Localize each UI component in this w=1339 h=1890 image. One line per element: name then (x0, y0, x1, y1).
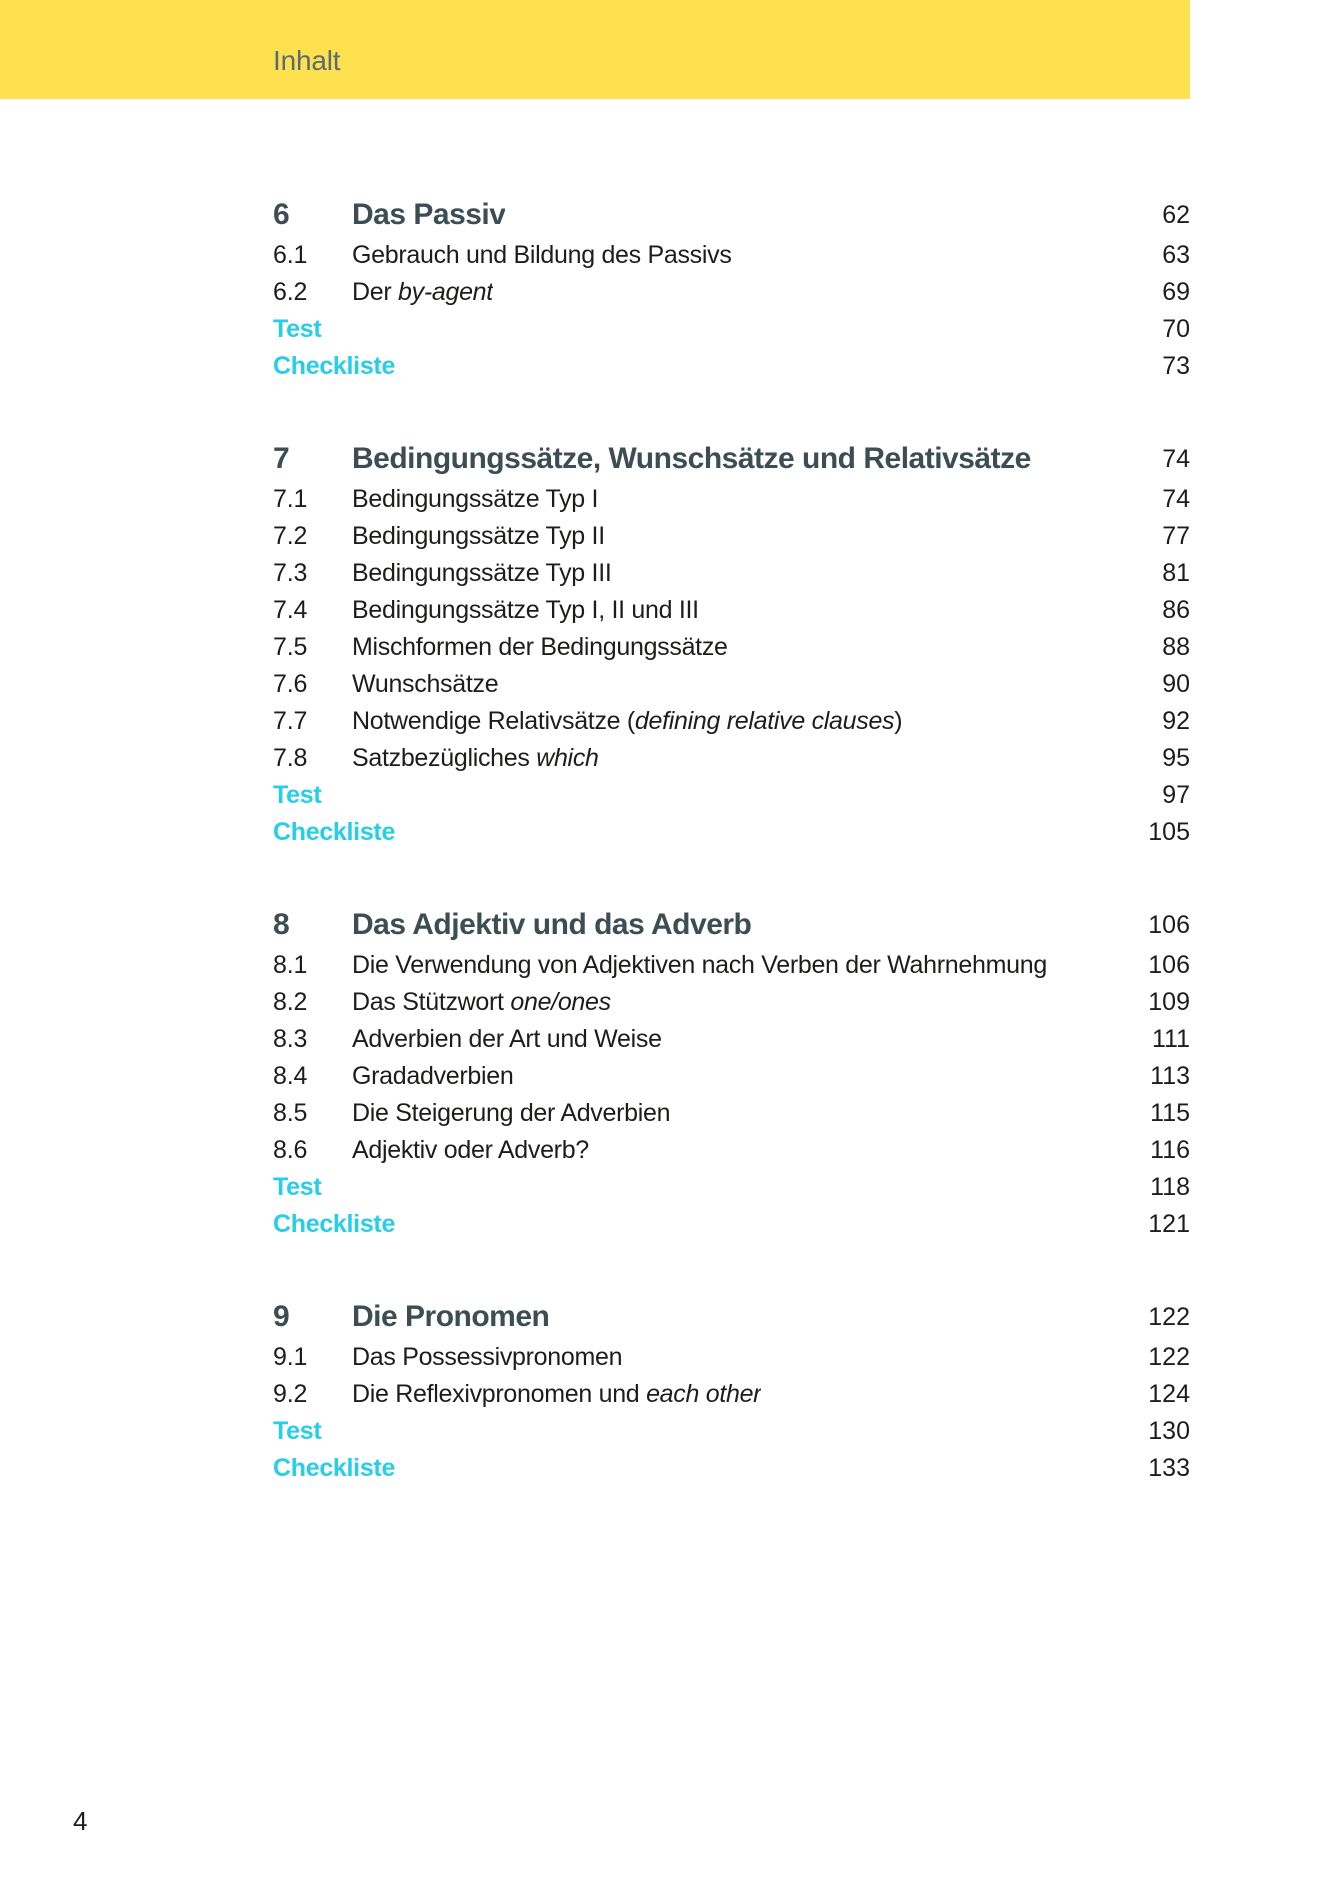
text-segment: Bedingungssätze Typ I, II und III (352, 596, 699, 624)
toc-entry-label (273, 1417, 321, 1446)
text-segment: Wunschsätze (352, 670, 499, 698)
toc-entry-page: 92 (1162, 707, 1190, 735)
toc-entry-page: 122 (1148, 1302, 1190, 1331)
toc-entry-number: 8.2 (273, 988, 308, 1016)
toc-entry-title (352, 522, 605, 551)
toc-entry-page: 118 (1150, 1173, 1190, 1201)
toc-item-row (273, 1021, 1190, 1058)
toc-section (273, 193, 1190, 385)
toc-entry-page: 90 (1162, 670, 1190, 698)
toc-item-row (273, 481, 1190, 518)
toc-entry-page: 97 (1162, 781, 1190, 809)
toc-item-row (273, 947, 1190, 984)
toc-entry-page: 113 (1150, 1062, 1190, 1090)
toc-item-row (273, 666, 1190, 703)
toc-entry-title (352, 988, 611, 1017)
toc-entry-title (352, 485, 598, 514)
text-segment: Die Verwendung von Adjektiven nach Verben der Wahrnehmung (352, 951, 1047, 979)
toc-entry-title (352, 1099, 670, 1128)
text-segment: Gradadverbien (352, 1062, 514, 1090)
toc-item-row (273, 1132, 1190, 1169)
italic-text: by-agent (398, 278, 493, 306)
toc-item-row (273, 1339, 1190, 1376)
toc-entry-number: 7.4 (273, 596, 308, 624)
toc-item-row (273, 237, 1190, 274)
toc (273, 99, 1190, 1487)
toc-section-heading (273, 1295, 1190, 1339)
toc-item-row (273, 592, 1190, 629)
toc-entry-page: 116 (1150, 1136, 1190, 1164)
toc-entry-page: 133 (1148, 1454, 1190, 1482)
text-segment: Die Pronomen (352, 1300, 550, 1333)
toc-entry-title (352, 1380, 761, 1409)
text-segment: Bedingungssätze Typ II (352, 522, 605, 550)
toc-entry-label (273, 315, 321, 344)
toc-section (273, 903, 1190, 1243)
toc-item-row (273, 1058, 1190, 1095)
toc-entry-number: 8.3 (273, 1025, 308, 1053)
toc-item-row (273, 1376, 1190, 1413)
text-segment: Test (273, 1173, 322, 1201)
header-bar (0, 0, 1190, 99)
toc-entry-title (352, 1025, 662, 1054)
toc-entry-label (273, 818, 395, 847)
text-segment: Das Passiv (352, 198, 506, 231)
toc-entry-title (352, 278, 493, 307)
toc-entry-page: 70 (1162, 315, 1190, 343)
toc-entry-page: 63 (1162, 241, 1190, 269)
text-segment: Checkliste (273, 352, 396, 380)
toc-label-row (273, 1206, 1190, 1243)
toc-section-heading (273, 903, 1190, 947)
toc-entry-number: 7 (273, 442, 290, 475)
toc-entry-label (273, 1454, 395, 1483)
toc-entry-page: 69 (1162, 278, 1190, 306)
toc-entry-page: 77 (1162, 522, 1190, 550)
toc-entry-title (352, 1136, 589, 1165)
toc-entry-page: 81 (1162, 559, 1190, 587)
toc-entry-page: 105 (1148, 818, 1190, 846)
toc-label-row (273, 1169, 1190, 1206)
text-segment: ) (894, 707, 903, 735)
toc-entry-title (352, 707, 902, 736)
toc-section (273, 1295, 1190, 1487)
toc-entry-title (352, 1300, 549, 1334)
toc-entry-number: 9 (273, 1300, 290, 1333)
toc-entry-number: 7.5 (273, 633, 308, 661)
toc-item-row (273, 1095, 1190, 1132)
toc-item-row (273, 555, 1190, 592)
toc-entry-number: 7.3 (273, 559, 308, 587)
toc-entry-number: 8.5 (273, 1099, 308, 1127)
text-segment: Test (273, 1417, 322, 1445)
toc-entry-page: 109 (1148, 988, 1190, 1016)
toc-entry-number: 9.2 (273, 1380, 308, 1408)
toc-entry-number: 6 (273, 198, 290, 231)
toc-entry-number: 7.8 (273, 744, 308, 772)
toc-entry-label (273, 781, 321, 810)
text-segment: Checkliste (273, 1210, 396, 1238)
toc-entry-label (273, 352, 395, 381)
text-segment: Adverbien der Art und Weise (352, 1025, 662, 1053)
toc-entry-title (352, 744, 599, 773)
toc-entry-label (273, 1210, 395, 1239)
toc-entry-page: 62 (1162, 200, 1190, 229)
toc-item-row (273, 740, 1190, 777)
text-segment: Satzbezügliches (352, 744, 537, 772)
toc-item-row (273, 274, 1190, 311)
toc-entry-label (273, 1173, 321, 1202)
text-segment: Adjektiv oder Adverb? (352, 1136, 589, 1164)
toc-entry-page: 95 (1162, 744, 1190, 772)
text-segment: Das Possessivpronomen (352, 1343, 623, 1371)
toc-entry-title (352, 596, 699, 625)
text-segment: Checkliste (273, 818, 396, 846)
toc-label-row (273, 348, 1190, 385)
toc-entry-page: 106 (1148, 951, 1190, 979)
toc-entry-page: 121 (1148, 1210, 1190, 1238)
italic-text: one/ones (510, 988, 611, 1016)
toc-label-row (273, 1413, 1190, 1450)
toc-entry-number: 6.2 (273, 278, 308, 306)
text-segment: Bedingungssätze Typ I (352, 485, 599, 513)
toc-section-heading (273, 437, 1190, 481)
toc-entry-title (352, 1343, 622, 1372)
toc-entry-title (352, 198, 505, 232)
italic-text: which (536, 744, 599, 772)
italic-text: each other (646, 1380, 762, 1408)
text-segment: Die Steigerung der Adverbien (352, 1099, 671, 1127)
toc-entry-title (352, 670, 498, 699)
toc-entry-title (352, 633, 728, 662)
toc-entry-page: 106 (1148, 910, 1190, 939)
toc-entry-number: 8.6 (273, 1136, 308, 1164)
toc-entry-title (352, 241, 732, 270)
toc-entry-page: 124 (1148, 1380, 1190, 1408)
toc-entry-number: 7.6 (273, 670, 308, 698)
toc-entry-number: 7.7 (273, 707, 308, 735)
toc-entry-title (352, 951, 1047, 980)
text-segment: Test (273, 781, 322, 809)
text-segment: Mischformen der Bedingungssätze (352, 633, 728, 661)
toc-item-row (273, 984, 1190, 1021)
text-segment: Das Adjektiv und das Adverb (352, 908, 752, 941)
toc-entry-title (352, 559, 611, 588)
text-segment: Notwendige Relativsätze ( (352, 707, 635, 735)
toc-entry-number: 6.1 (273, 241, 308, 269)
italic-text: defining relative clauses (634, 707, 895, 735)
toc-item-row (273, 518, 1190, 555)
toc-entry-page: 74 (1162, 444, 1190, 473)
text-segment: Bedingungssätze, Wunschsätze und Relativsätze (352, 442, 1031, 475)
toc-item-row (273, 703, 1190, 740)
text-segment: Test (273, 315, 322, 343)
toc-entry-page: 86 (1162, 596, 1190, 624)
toc-entry-page: 73 (1162, 352, 1190, 380)
text-segment: Das Stützwort (352, 988, 511, 1016)
toc-entry-number: 7.1 (273, 485, 308, 513)
toc-entry-number: 9.1 (273, 1343, 308, 1371)
toc-label-row (273, 777, 1190, 814)
toc-label-row (273, 1450, 1190, 1487)
toc-entry-page: 88 (1162, 633, 1190, 661)
text-segment: Checkliste (273, 1454, 396, 1482)
toc-label-row (273, 311, 1190, 348)
toc-entry-number: 8.1 (273, 951, 308, 979)
text-segment: Gebrauch und Bildung des Passivs (352, 241, 732, 269)
text-segment: Bedingungssätze Typ III (352, 559, 612, 587)
toc-entry-title (352, 908, 751, 942)
toc-section (273, 437, 1190, 851)
toc-entry-number: 8 (273, 908, 290, 941)
toc-entry-page: 115 (1150, 1099, 1190, 1127)
toc-entry-page: 74 (1162, 485, 1190, 513)
page-title: Inhalt (273, 45, 341, 76)
toc-label-row (273, 814, 1190, 851)
toc-entry-number: 8.4 (273, 1062, 308, 1090)
toc-entry-title (352, 442, 1031, 476)
toc-section-heading (273, 193, 1190, 237)
toc-entry-page: 122 (1148, 1343, 1190, 1371)
text-segment: Der (352, 278, 399, 306)
toc-entry-number: 7.2 (273, 522, 308, 550)
toc-entry-page: 130 (1148, 1417, 1190, 1445)
toc-item-row (273, 629, 1190, 666)
toc-entry-page: 111 (1151, 1025, 1190, 1053)
text-segment: Die Reflexivpronomen und (352, 1380, 647, 1408)
footer-page-number: 4 (73, 1806, 88, 1836)
toc-entry-title (352, 1062, 513, 1091)
